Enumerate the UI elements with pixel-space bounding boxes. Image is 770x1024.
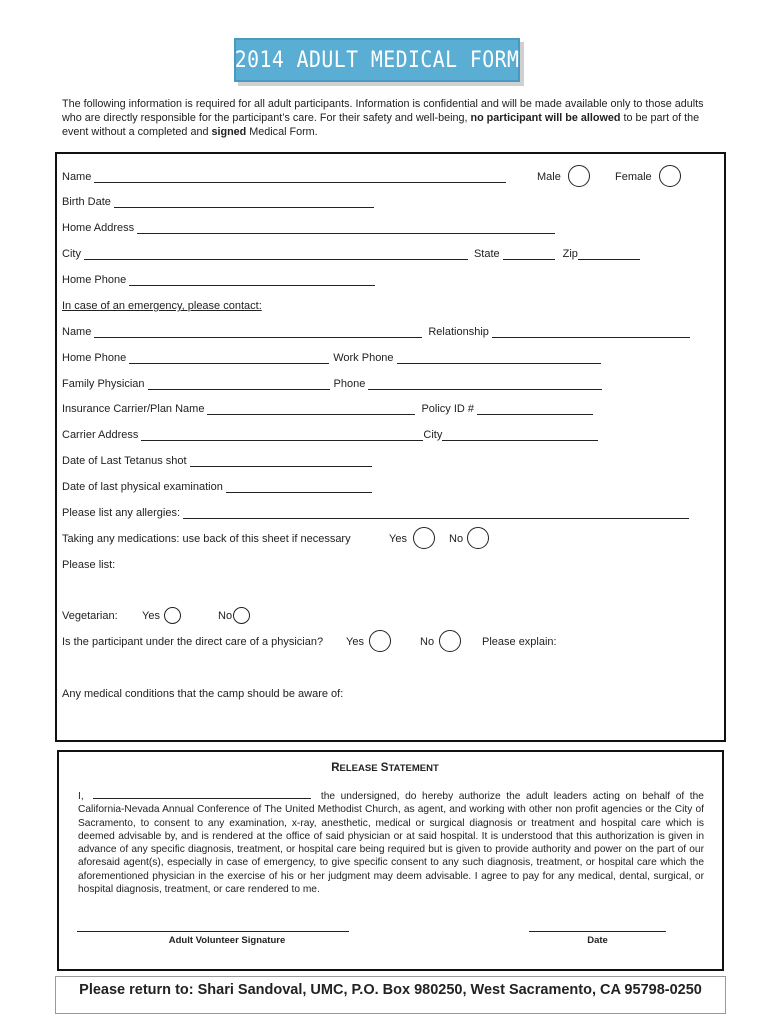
release-heading-tatement: TATEMENT: [388, 763, 439, 774]
physician-phone-label: Phone: [333, 378, 366, 390]
release-heading: [0, 762, 770, 774]
insurance-row: [62, 403, 597, 415]
release-text: the undersigned, do hereby authorize the adult leaders acting on behalf of the California-Nevada Annual Conference of The United Methodist Church, as agent, and working with other non profit agencies or the City of Sacramento, to consent to any examination, x-ray, anesthetic, medical or surgical diagnosis or treatment and hospital care which is deemed advisable by, and is rendered at the office of said physician or at said hospital. It is understood that this authorization is given in advance of any specific diagnosis, treatment, or hospital care being required but is given to provide authority and power on the part of our aforesaid agent(s), especially in case of emergency, to give specific consent to any such diagnosis, treatment, or hospital care which the aforementioned physician in the exercise of his or her judgment may deem advisable. I agree to pay for any medical, dental, surgical, or hospital diagnosis, treatment, or care rendered to me.: [78, 791, 704, 896]
insurance-label: Insurance Carrier/Plan Name: [62, 403, 205, 415]
date-label: Date: [587, 935, 608, 946]
carrier-city-label: City: [423, 429, 443, 441]
signature-label: Adult Volunteer Signature: [168, 935, 286, 946]
title-banner: [234, 38, 526, 88]
home-phone-row: [62, 274, 379, 286]
state-field[interactable]: [503, 248, 555, 260]
intro-text-1: The following information is required for all adult participants. Information is confidential and will be made available only to those adults who are directly responsible for the participant’s care. For their safety and well-being,: [62, 98, 704, 124]
medications-label: Taking any medications: use back of this sheet if necessary: [62, 533, 351, 545]
intro-bold-2: signed: [211, 126, 247, 138]
city-row: [62, 248, 644, 260]
return-address: Please return to: Shari Sandoval, UMC, P.O. Box 980250, West Sacramento, CA 95798-0250: [79, 982, 702, 998]
conditions-label: Any medical conditions that the camp should be aware of:: [62, 688, 344, 700]
birth-date-row: [62, 196, 378, 208]
carrier-city-field[interactable]: [442, 429, 598, 441]
carrier-address-label: Carrier Address: [62, 429, 139, 441]
physician-care-no-radio[interactable]: [439, 630, 461, 652]
home-phone-label: Home Phone: [62, 274, 127, 286]
physician-row: [62, 378, 606, 390]
physician-care-label: Is the participant under the direct care of a physician?: [62, 636, 324, 648]
medications-no-label: No: [449, 533, 464, 545]
please-list-label: Please list:: [62, 559, 116, 571]
female-label: Female: [615, 171, 652, 183]
emergency-name-field[interactable]: [94, 326, 422, 338]
tetanus-label: Date of Last Tetanus shot: [62, 455, 187, 467]
title-box: [234, 38, 520, 82]
release-body: [78, 788, 704, 896]
name-label: Name: [62, 171, 92, 183]
relationship-field[interactable]: [492, 326, 690, 338]
intro-text-3: Medical Form.: [249, 126, 318, 138]
medications-yes-label: Yes: [389, 533, 407, 545]
home-address-label: Home Address: [62, 222, 135, 234]
physical-row: [62, 481, 376, 493]
relationship-label: Relationship: [428, 326, 489, 338]
emergency-heading: In case of an emergency, please contact:: [62, 300, 262, 312]
release-heading-r: R: [331, 762, 340, 774]
date-line[interactable]: [529, 931, 666, 932]
physician-care-yes-radio[interactable]: [369, 630, 391, 652]
vegetarian-yes-radio[interactable]: [164, 607, 181, 624]
intro-text-2: to be part of the event without a completed and: [62, 112, 700, 138]
zip-label: Zip: [562, 248, 578, 260]
work-phone-field[interactable]: [397, 352, 601, 364]
vegetarian-yes-label: Yes: [142, 610, 160, 622]
emergency-name-row: [62, 326, 694, 338]
home-address-row: [62, 222, 559, 234]
medications-yes-radio[interactable]: [413, 527, 435, 549]
physician-phone-field[interactable]: [368, 378, 602, 390]
tetanus-field[interactable]: [190, 455, 372, 467]
state-label: State: [473, 248, 500, 260]
birth-date-label: Birth Date: [62, 196, 111, 208]
carrier-row: [62, 429, 602, 441]
family-physician-label: Family Physician: [62, 378, 145, 390]
emergency-name-label: Name: [62, 326, 92, 338]
carrier-address-field[interactable]: [141, 429, 423, 441]
emergency-home-phone-label: Home Phone: [62, 352, 127, 364]
emergency-phone-row: [62, 352, 605, 364]
release-heading-s: S: [380, 762, 389, 774]
form-title: 2014 ADULT MEDICAL FORM: [234, 47, 520, 73]
male-radio[interactable]: [568, 165, 590, 187]
city-field[interactable]: [84, 248, 468, 260]
female-radio[interactable]: [659, 165, 681, 187]
name-field[interactable]: [94, 171, 506, 183]
tetanus-row: [62, 455, 376, 467]
emergency-home-phone-field[interactable]: [129, 352, 329, 364]
release-name-field[interactable]: [93, 788, 311, 799]
family-physician-field[interactable]: [148, 378, 330, 390]
zip-field[interactable]: [578, 248, 640, 260]
participant-info-box: [55, 152, 726, 742]
vegetarian-no-label: No: [218, 610, 233, 622]
policy-field[interactable]: [477, 403, 593, 415]
physical-field[interactable]: [226, 481, 372, 493]
release-heading-elease: ELEASE: [339, 763, 378, 774]
intro-paragraph: [62, 97, 718, 139]
work-phone-label: Work Phone: [333, 352, 394, 364]
city-label: City: [62, 248, 81, 260]
male-label: Male: [537, 171, 561, 183]
allergies-label: Please list any allergies:: [62, 507, 181, 519]
physician-care-yes-label: Yes: [346, 636, 364, 648]
physician-care-no-label: No: [420, 636, 435, 648]
physical-label: Date of last physical examination: [62, 481, 223, 493]
signature-line[interactable]: [77, 931, 349, 932]
policy-label: Policy ID #: [421, 403, 475, 415]
intro-bold-1: no participant will be allowed: [470, 112, 621, 124]
home-phone-field[interactable]: [129, 274, 375, 286]
allergies-row: [62, 507, 693, 519]
insurance-field[interactable]: [207, 403, 415, 415]
vegetarian-label: Vegetarian:: [62, 610, 118, 622]
medications-no-radio[interactable]: [467, 527, 489, 549]
home-address-field[interactable]: [137, 222, 555, 234]
name-row: [62, 171, 510, 183]
vegetarian-no-radio[interactable]: [233, 607, 250, 624]
birth-date-field[interactable]: [114, 196, 374, 208]
allergies-field[interactable]: [183, 507, 689, 519]
release-i: I,: [78, 791, 84, 802]
please-explain-label: Please explain:: [482, 636, 557, 648]
